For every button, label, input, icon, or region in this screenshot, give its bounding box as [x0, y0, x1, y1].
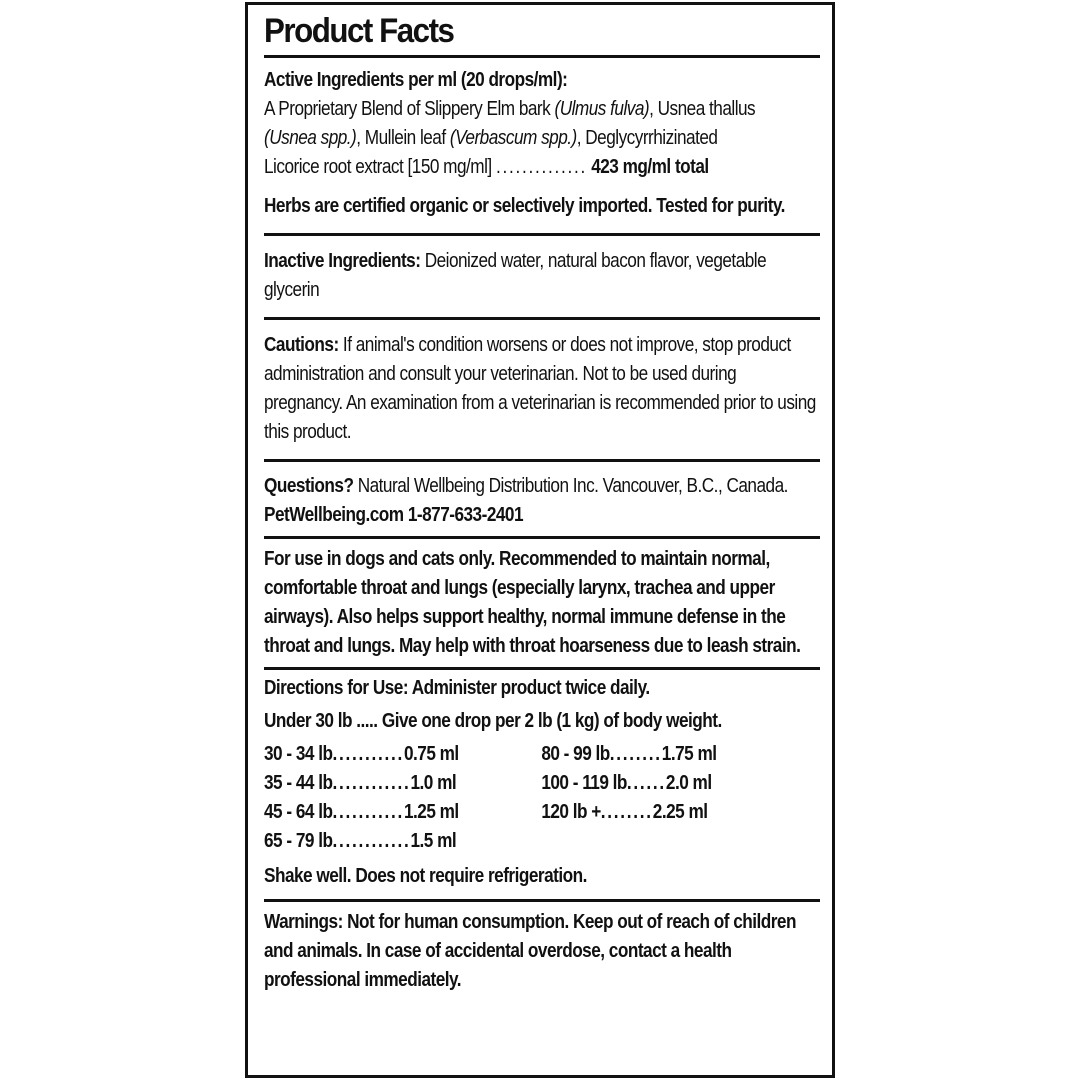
dose: 0.75 ml: [403, 743, 459, 765]
dosage-row: [541, 798, 818, 827]
warnings-label: Warnings:: [264, 911, 343, 933]
weight-range: 35 - 44 lb: [264, 772, 333, 794]
leader-dots: ......: [626, 772, 666, 794]
leader-dots: ........: [609, 743, 662, 765]
dosage-row: [541, 740, 818, 769]
cautions-label: Cautions:: [264, 334, 339, 356]
page-title: Product Facts: [264, 12, 454, 50]
leader-dots: ........: [600, 801, 653, 823]
dosage-left-column: [264, 740, 541, 856]
herbs-note: Herbs are certified organic or selectively imported. Tested for purity.: [264, 195, 785, 217]
text: , Mullein leaf: [356, 127, 450, 149]
leader-dots: ............: [332, 772, 411, 794]
dosage-table: [264, 740, 819, 856]
divider: [264, 233, 820, 236]
leader-dots: ...........: [332, 743, 404, 765]
dosage-row: [264, 740, 541, 769]
under-30-dosage: Under 30 lb ..... Give one drop per 2 lb (1 kg) of body weight.: [264, 710, 722, 732]
dosage-right-column: [541, 740, 818, 856]
active-line-3: [264, 153, 819, 182]
website-link[interactable]: PetWellbeing.com: [264, 504, 404, 526]
phone-number[interactable]: 1-877-633-2401: [403, 504, 524, 526]
divider: [264, 899, 820, 902]
cautions-text: If animal's condition worsens or does not improve, stop product administration and consult your veterinarian. Not to be used during pregnancy. An examination from a veterinarian is recommended prior to using this product.: [264, 334, 816, 443]
active-line-2: [264, 124, 819, 153]
latin-name: (Usnea spp.): [264, 127, 357, 149]
active-ingredients-heading: Active Ingredients per ml (20 drops/ml):: [264, 69, 568, 91]
dosage-row: [264, 798, 541, 827]
divider: [264, 667, 820, 670]
dose: 1.25 ml: [403, 801, 459, 823]
latin-name: (Verbascum spp.): [449, 127, 577, 149]
divider: [264, 55, 820, 58]
divider: [264, 536, 820, 539]
text: , Deglycyrrhizinated: [576, 127, 718, 149]
warnings-text: Not for human consumption. Keep out of reach of children and animals. In case of accidental overdose, contact a health professional immediately.: [264, 911, 796, 991]
questions-label: Questions?: [264, 475, 354, 497]
company-text: Natural Wellbeing Distribution Inc. Vancouver, B.C., Canada.: [353, 475, 788, 497]
warnings-section: [264, 908, 819, 995]
weight-range: 120 lb +: [541, 801, 601, 823]
questions-section: [264, 472, 819, 530]
divider: [264, 317, 820, 320]
dosage-row: [264, 769, 541, 798]
weight-range: 100 - 119 lb: [541, 772, 627, 794]
leader-dots: ..............: [495, 156, 587, 178]
text: A Proprietary Blend of Slippery Elm bark: [264, 98, 555, 120]
weight-range: 65 - 79 lb: [264, 830, 333, 852]
inactive-ingredients-section: [264, 247, 819, 305]
dosage-row: [264, 827, 541, 856]
text: , Usnea thallus: [649, 98, 756, 120]
dose: 1.75 ml: [661, 743, 717, 765]
inactive-text: Deionized water, natural bacon flavor, vegetable glycerin: [264, 250, 767, 301]
latin-name: (Ulmus fulva): [554, 98, 650, 120]
dose: 2.0 ml: [665, 772, 712, 794]
leader-dots: ............: [332, 830, 411, 852]
product-facts-label: [245, 2, 835, 1078]
leader-dots: ...........: [332, 801, 404, 823]
directions-heading: Directions for Use: Administer product twice daily.: [264, 677, 650, 699]
divider: [264, 459, 820, 462]
label-content: [264, 5, 820, 995]
directions-section: [264, 674, 819, 891]
total-amount: 423 mg/ml total: [586, 156, 709, 178]
active-line-1: [264, 95, 819, 124]
weight-range: 30 - 34 lb: [264, 743, 333, 765]
dose: 2.25 ml: [652, 801, 708, 823]
inactive-label: Inactive Ingredients:: [264, 250, 421, 272]
active-ingredients-section: [264, 66, 819, 182]
dosage-row: [541, 769, 818, 798]
weight-range: 80 - 99 lb: [541, 743, 610, 765]
use-statement: For use in dogs and cats only. Recommended to maintain normal, comfortable throat and lungs (especially larynx, trachea and upper airways). Also helps support healthy, normal immune defense in the throat and lungs. May help with throat hoarseness due to leash strain.: [264, 548, 801, 657]
weight-range: 45 - 64 lb: [264, 801, 333, 823]
dose: 1.5 ml: [410, 830, 457, 852]
text: Licorice root extract [150 mg/ml]: [264, 156, 496, 178]
cautions-section: [264, 331, 819, 447]
storage-note: Shake well. Does not require refrigeration.: [264, 865, 587, 887]
dose: 1.0 ml: [410, 772, 457, 794]
